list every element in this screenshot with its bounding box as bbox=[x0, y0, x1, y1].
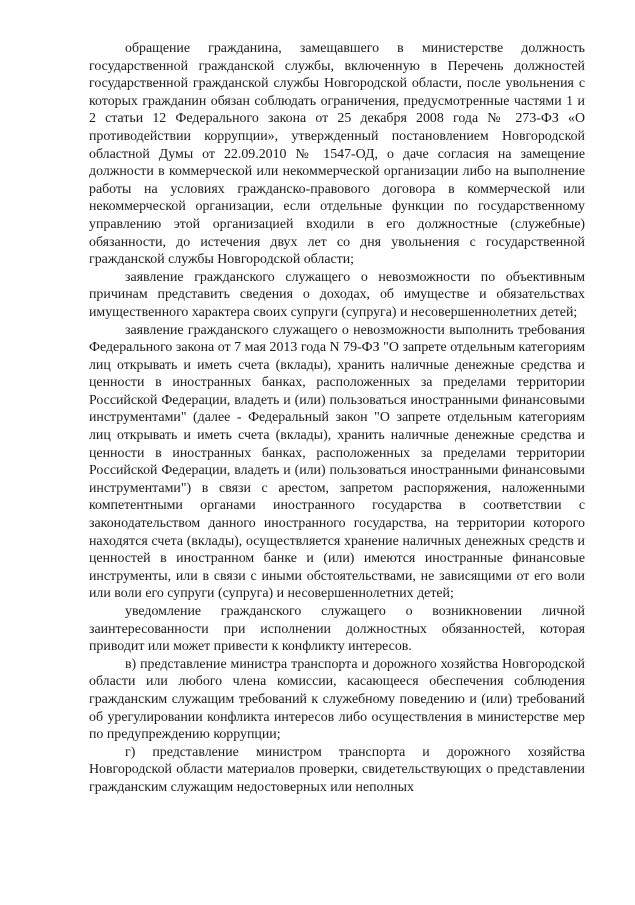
paragraph-conflict-notice: уведомление гражданского служащего о возникновении личной заинтересованности при исполнении должностных обязанностей, которая приводит или может привести к конфликту интересов. bbox=[89, 604, 585, 655]
paragraph-citizen-appeal: обращение гражданина, замещавшего в министерстве должность государственной гражданской службы, включенную в Перечень должностей государственной гражданской службы Новгородской области, после увольнения с которых гражданин обязан соблюдать ограничения, предусмотренные частями 1 и 2 статьи 12 Федерального закона от 25 декабря 2008 года № 273-ФЗ «О противодействии коррупции», утвержденный постановлением Новгородской областной Думы от 22.09.2010 № 1547-ОД, о даче согласия на замещение должности в коммерческой или некоммерческой организации либо на выполнение работы на условиях гражданско-правового договора в коммерческой или некоммерческой организации, если отдельные функции по государственному управлению этой организацией входили в его должностные (служебные) обязанности, до истечения двух лет со дня увольнения с государственной гражданской службы Новгородской области; bbox=[89, 41, 585, 268]
paragraph-item-g: г) представление министром транспорта и дорожного хозяйства Новгородской области материалов проверки, свидетельствующих о представлении гражданским служащим недостоверных или неполных bbox=[89, 744, 585, 795]
paragraph-foreign-accounts: заявление гражданского служащего о невозможности выполнить требования Федерального закона от 7 мая 2013 года N 79-ФЗ "О запрете отдельным категориям лиц открывать и иметь счета (вклады), хранить наличные денежные средства и ценности в иностранных банках, расположенных за пределами территории Российской Федерации, владеть и (или) пользоваться иностранными финансовыми инструментами" (далее - Федеральный закон "О запрете отдельным категориям лиц открывать и иметь счета (вклады), хранить наличные денежные средства и ценности в иностранных банках, расположенных за пределами территории Российской Федерации, владеть и (или) пользоваться иностранными финансовыми инструментами") в связи с арестом, запретом распоряжения, наложенными компетентными органами иностранного государства в соответствии с законодательством данного иностранного государства, на территории которого находятся счета (вклады), осуществляется хранение наличных денежных средств и ценностей в иностранном банке и (или) имеются иностранные финансовые инструменты, или в связи с иными обстоятельствами, не зависящими от его воли или воли его супруги (супруга) и несовершеннолетних детей; bbox=[89, 322, 585, 602]
paragraph-item-v: в) представление министра транспорта и дорожного хозяйства Новгородской области или любого члена комиссии, касающееся обеспечения соблюдения гражданским служащим требований к служебному поведению и (или) требований об урегулировании конфликта интересов либо осуществления в министерстве мер по предупреждению коррупции; bbox=[89, 656, 585, 743]
document-page bbox=[89, 40, 585, 797]
paragraph-income-statement: заявление гражданского служащего о невозможности по объективным причинам представить сведения о доходах, об имуществе и обязательствах имущественного характера своих супруги (супруга) и несовершеннолетних детей; bbox=[89, 269, 585, 320]
